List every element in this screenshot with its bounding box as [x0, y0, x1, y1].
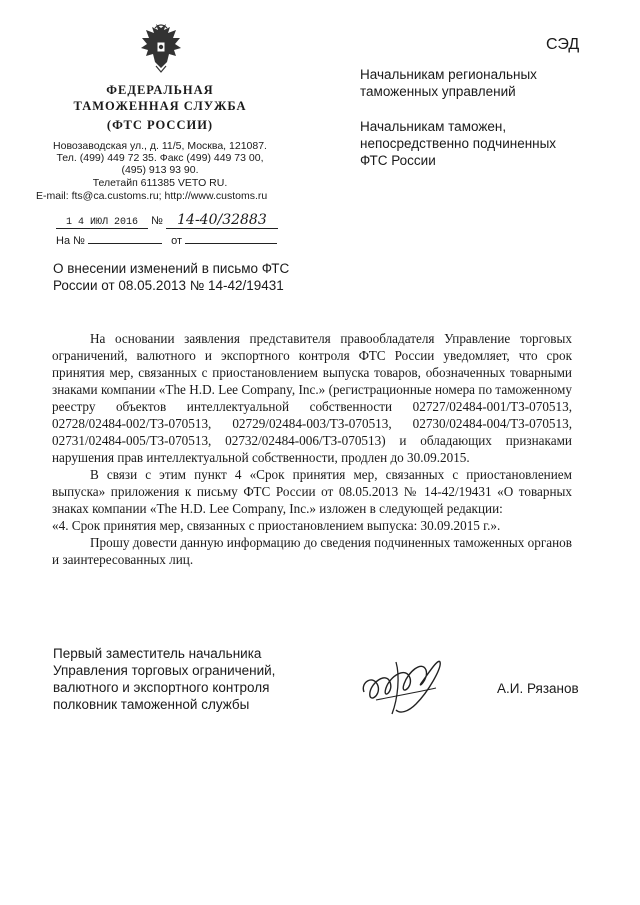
- from-blank: [185, 233, 277, 244]
- reply-to-blank: [88, 233, 162, 244]
- email-line: E-mail: fts@ca.customs.ru; http://www.customs.ru: [36, 190, 268, 202]
- signatory-line: валютного и экспортного контроля: [53, 680, 270, 695]
- subject: [53, 260, 289, 294]
- recipient-line: ФТС России: [360, 153, 436, 168]
- signatory-line: полковник таможенной службы: [53, 697, 250, 712]
- signatory-line: Управления торговых ограничений,: [53, 663, 276, 678]
- subject-line: России от 08.05.2013 № 14-42/19431: [53, 278, 284, 293]
- phone-line: Тел. (499) 449 72 35. Факс (499) 449 73 00,: [56, 152, 264, 164]
- body-paragraph-3: «4. Срок принятия мер, связанных с приостановлением выпуска: 30.09.2015 г.».: [52, 518, 501, 533]
- recipient-line: непосредственно подчиненных: [360, 136, 557, 151]
- reply-to-line: [56, 233, 277, 247]
- org-name-line1: ФЕДЕРАЛЬНАЯ: [106, 83, 214, 97]
- recipient-line: Начальникам таможен,: [360, 119, 507, 134]
- sed-stamp: СЭД: [546, 36, 580, 53]
- handwritten-signature: [356, 652, 446, 722]
- recipient-line: таможенных управлений: [360, 84, 516, 99]
- registration-date: 1 4 ИЮЛ 2016: [56, 217, 148, 229]
- coat-of-arms-emblem: [138, 22, 184, 74]
- signatory-line: Первый заместитель начальника: [53, 646, 262, 661]
- org-name-line3: (ФТС РОССИИ): [106, 118, 214, 132]
- body-paragraph-2: В связи с этим пункт 4 «Срок принятия мер, связанных с приостановлением выпуска» приложения к письму ФТС России от 08.05.2013 № 14-42/19431 «О товарных знаках компании «The H.D. Lee Company, Inc.» изложен в следующей редакции:: [52, 467, 572, 516]
- signatory-title: [53, 645, 275, 713]
- phone-line-2: (495) 913 93 90.: [121, 164, 199, 176]
- registration-number: 14-40/32883: [166, 212, 278, 229]
- registration-line: [56, 212, 278, 229]
- signatory-name: А.И. Рязанов: [497, 681, 579, 696]
- org-name-line2: ТАМОЖЕННАЯ СЛУЖБА: [73, 99, 247, 113]
- from-label: от: [171, 235, 183, 247]
- body-paragraph-4: Прошу довести данную информацию до сведения подчиненных таможенных органов и заинтересованных лиц.: [52, 535, 572, 567]
- address-line: Новозаводская ул., д. 11/5, Москва, 121087.: [53, 140, 267, 152]
- body-paragraph-1: На основании заявления представителя правообладателя Управление торговых ограничений, валютного и экспортного контроля ФТС России уведомляет, что срок принятия мер, связанных с приостановлением выпуска товаров, обозначенных товарными знаками компании «The H.D. Lee Company, Inc.» (регистрационные номера по таможенному реестру объектов интеллектуальной собственности 02727/02484-001/ТЗ-070513, 02728/02484-002/ТЗ-070513, 02729/02484-003/ТЗ-070513, 02730/02484-004/ТЗ-070513, 02731/02484-005/ТЗ-070513, 02732/02484-006/ТЗ-070513) и обладающих признаками нарушения прав интеллектуальной собственности, продлен до 30.09.2015.: [52, 331, 572, 465]
- number-label: №: [151, 215, 163, 227]
- subject-line: О внесении изменений в письмо ФТС: [53, 261, 290, 276]
- teletype-line: Телетайп 611385 VETO RU.: [92, 177, 228, 189]
- body-paragraph: [52, 330, 572, 568]
- reply-to-label: На №: [56, 235, 85, 247]
- recipient-line: Начальникам региональных: [360, 67, 537, 82]
